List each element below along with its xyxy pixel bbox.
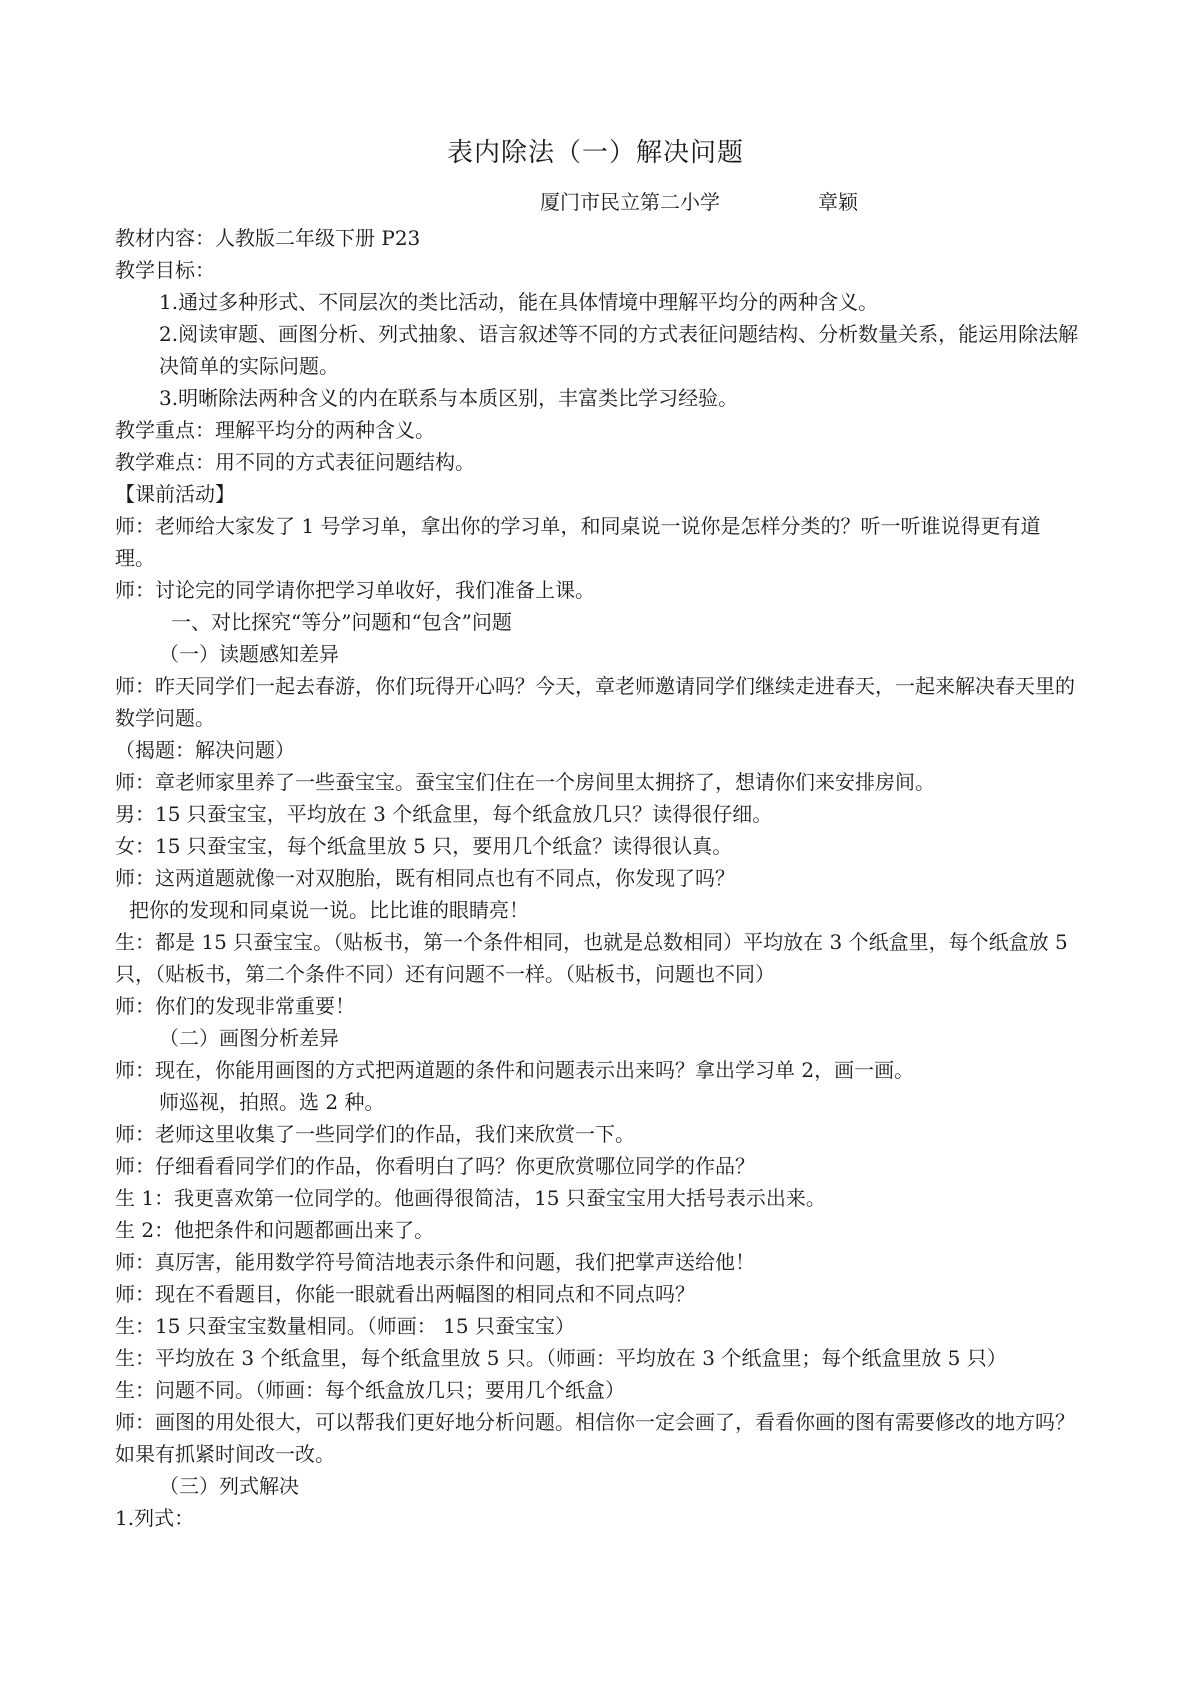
- paragraph: 【课前活动】: [115, 482, 235, 506]
- paragraph: 生：都是 15 只蚕宝宝。（贴板书，第一个条件相同，也就是总数相同）平均放在 3 个纸盒里，每个纸盒放 5 只，（贴板书，第二个条件不同）还有问题不一样。（贴板书，问题也不同）: [115, 930, 1068, 986]
- paragraph: 教材内容：人教版二年级下册 P23: [115, 226, 421, 250]
- paragraph: 生：15 只蚕宝宝数量相同。（师画： 15 只蚕宝宝）: [115, 1314, 575, 1338]
- paragraph: 教学目标：: [115, 258, 215, 282]
- paragraph: 师：你们的发现非常重要！: [115, 994, 355, 1018]
- paragraph: 男：15 只蚕宝宝，平均放在 3 个纸盒里，每个纸盒放几只？读得很仔细。: [115, 802, 773, 826]
- paragraph: 师巡视，拍照。选 2 种。: [159, 1090, 385, 1114]
- school-name: 厦门市民立第二小学: [540, 190, 720, 214]
- paragraph: 师：昨天同学们一起去春游，你们玩得开心吗？今天，章老师邀请同学们继续走进春天，一起来解决春天里的数学问题。: [115, 674, 1075, 730]
- paragraph: 1.通过多种形式、不同层次的类比活动，能在具体情境中理解平均分的两种含义。: [159, 290, 879, 314]
- paragraph: 一、对比探究“等分”问题和“包含”问题: [171, 610, 512, 634]
- paragraph: 1.列式：: [115, 1506, 195, 1530]
- paragraph: 师：老师这里收集了一些同学们的作品，我们来欣赏一下。: [115, 1122, 635, 1146]
- paragraph: 生：问题不同。（师画：每个纸盒放几只；要用几个纸盒）: [115, 1378, 625, 1402]
- paragraph: 生 1：我更喜欢第一位同学的。他画得很简洁，15 只蚕宝宝用大括号表示出来。: [115, 1186, 826, 1210]
- paragraph: 师：现在不看题目，你能一眼就看出两幅图的相同点和不同点吗？: [115, 1282, 695, 1306]
- author-line: [540, 188, 858, 216]
- paragraph: 师：讨论完的同学请你把学习单收好，我们准备上课。: [115, 578, 595, 602]
- paragraph: 师：画图的用处很大，可以帮我们更好地分析问题。相信你一定会画了，看看你画的图有需要修改的地方吗？如果有抓紧时间改一改。: [115, 1410, 1075, 1466]
- paragraph: （一）读题感知差异: [159, 642, 339, 666]
- paragraph: 生 2：他把条件和问题都画出来了。: [115, 1218, 435, 1242]
- paragraph: 师：现在，你能用画图的方式把两道题的条件和问题表示出来吗？拿出学习单 2，画一画。: [115, 1058, 915, 1082]
- paragraph: 教学难点：用不同的方式表征问题结构。: [115, 450, 475, 474]
- paragraph: 女：15 只蚕宝宝，每个纸盒里放 5 只，要用几个纸盒？读得很认真。: [115, 834, 733, 858]
- paragraph: 3.明晰除法两种含义的内在联系与本质区别，丰富类比学习经验。: [159, 386, 739, 410]
- paragraph: （揭题：解决问题）: [115, 738, 295, 762]
- paragraph: 师：仔细看看同学们的作品，你看明白了吗？你更欣赏哪位同学的作品？: [115, 1154, 755, 1178]
- paragraph: 教学重点：理解平均分的两种含义。: [115, 418, 435, 442]
- paragraph: 师：真厉害，能用数学符号简洁地表示条件和问题，我们把掌声送给他！: [115, 1250, 755, 1274]
- document-title: 表内除法（一）解决问题: [446, 138, 744, 168]
- paragraph: 师：这两道题就像一对双胞胎，既有相同点也有不同点，你发现了吗？: [115, 866, 735, 890]
- paragraph: （三）列式解决: [159, 1474, 299, 1498]
- author-name: 章颖: [818, 190, 858, 214]
- paragraph: （二）画图分析差异: [159, 1026, 339, 1050]
- paragraph: 师：老师给大家发了 1 号学习单，拿出你的学习单，和同桌说一说你是怎样分类的？听一听谁说得更有道理。: [115, 514, 1041, 570]
- paragraph: 2.阅读审题、画图分析、列式抽象、语言叙述等不同的方式表征问题结构、分析数量关系，能运用除法解决简单的实际问题。: [159, 322, 1079, 378]
- document-body: [115, 222, 1080, 1534]
- paragraph: 把你的发现和同桌说一说。比比谁的眼睛亮！: [129, 898, 529, 922]
- paragraph: 生：平均放在 3 个纸盒里，每个纸盒里放 5 只。（师画：平均放在 3 个纸盒里；每个纸盒里放 5 只）: [115, 1346, 1007, 1370]
- paragraph: 师：章老师家里养了一些蚕宝宝。蚕宝宝们住在一个房间里太拥挤了，想请你们来安排房间。: [115, 770, 935, 794]
